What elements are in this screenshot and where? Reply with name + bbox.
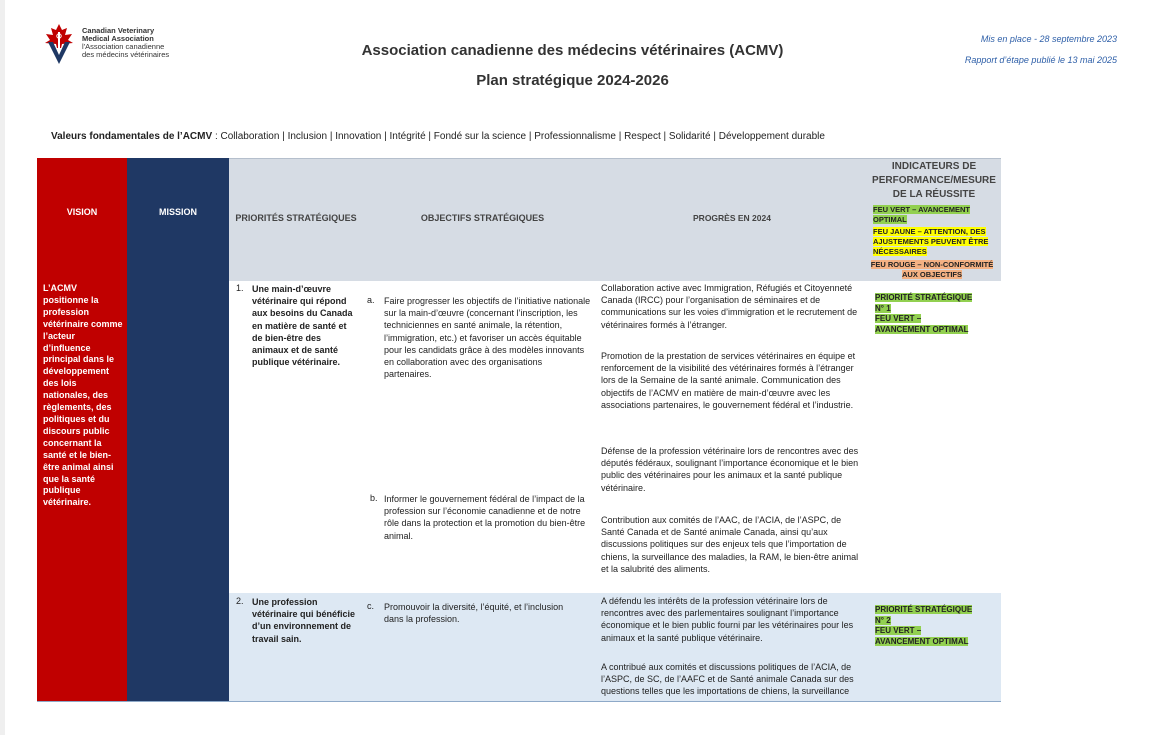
legend-green: [873, 205, 973, 225]
objective-letter: b.: [370, 493, 378, 503]
indicator-title: PRIORITÉ STRATÉGIQUE N° 2: [875, 605, 973, 625]
vision-text: L’ACMV positionne la profession vétérinaire comme l’acteur d’influence principal dans le développement des lois nationales, des règlements, des politiques et du discours public concernant la santé et le bien-être animal ainsi que la santé publique vétérinaire.: [43, 283, 123, 508]
objective-text: Informer le gouvernement fédéral de l’impact de la profession sur l’économie canadienne et de notre rôle dans la protection et la promotion du bien-être animal.: [384, 494, 586, 541]
objective-text: Promouvoir la diversité, l’équité, et l’inclusion dans la profession.: [384, 602, 564, 625]
core-values-label: Valeurs fondamentales de l’ACMV: [51, 131, 213, 142]
mission-header: MISSION: [158, 207, 197, 217]
page-title: Association canadienne des médecins vétérinaires (ACMV): [361, 42, 784, 59]
progress-header: PROGRÈS EN 2024: [693, 213, 771, 223]
date-report: Rapport d’étape publié le 13 mai 2025: [964, 55, 1117, 65]
progress-paragraph: Défense de la profession vétérinaire lors de rencontres avec des députés fédéraux, soulignant l’importance économique et le bien public des vétérinaires pour les animaux et la santé publique vétérinaire.: [601, 446, 859, 493]
legend-red: [868, 260, 996, 280]
legend-yellow-label: FEU JAUNE – ATTENTION, DES AJUSTEMENTS PEUVENT ÊTRE NÉCESSAIRES: [873, 227, 989, 256]
core-values-text: : Collaboration | Inclusion | Innovation | Intégrité | Fondé sur la science | Professionnalisme | Respect | Solidarité | Développement durable: [212, 131, 825, 142]
logo-line-3: l'Association canadienne: [82, 42, 165, 51]
indicator-cell: [875, 605, 975, 647]
progress-paragraph: A contribué aux comités et discussions politiques de l’ACIA, de l’ASPC, de SC, de l’AAFC et de Santé animale Canada sur des questions telles que les importations de chiens, la surveillance: [601, 662, 854, 697]
left-margin-strip: [0, 0, 5, 735]
date-established: Mis en place - 28 septembre 2023: [980, 34, 1117, 44]
table-bottom-border: [37, 701, 1001, 702]
priorities-header: PRIORITÉS STRATÉGIQUES: [235, 213, 357, 223]
logo-line-2: Medical Association: [82, 34, 154, 43]
page-subtitle: Plan stratégique 2024-2026: [476, 72, 669, 89]
indicator-status: FEU VERT – AVANCEMENT OPTIMAL: [875, 626, 969, 646]
indicator-cell: [875, 293, 975, 335]
indicators-header: INDICATEURS DE PERFORMANCE/MESURE DE LA RÉUSSITE: [872, 161, 996, 200]
progress-paragraph: Promotion de la prestation de services vétérinaires en équipe et renforcement de la visibilité des vétérinaires formés à l’étranger lors de la Semaine de la santé animale. Communication des objectifs de l’ACMV en matière de main-d’œuvre avec les associations partenaires, le gouvernement fédéral et l’industrie.: [601, 351, 856, 410]
objective-text: Faire progresser les objectifs de l’initiative nationale sur la main-d’œuvre (concernant l’inscription, les techniciennes en santé animale, la rétention, l’immigration, etc.) et favoriser un accès équitable pour les candidats grâce à des modèles innovants en collaboration avec des organisations partenaires.: [384, 296, 591, 380]
priority-text: Une main-d’œuvre vétérinaire qui répond aux besoins du Canada en matière de santé et de bien-être des animaux et de santé publique vétérinaire.: [252, 284, 353, 368]
cvma-logo: [42, 22, 182, 68]
progress-paragraph: A défendu les intérêts de la profession vétérinaire lors de rencontres avec des parlementaires soulignant l’importance économique et le bien public fourni par les vétérinaires pour les animaux et la santé publique vétérinaire.: [601, 596, 854, 643]
logo-text: [82, 27, 169, 59]
logo-line-4: des médecins vétérinaires: [82, 50, 170, 59]
maple-leaf-logo-icon: [42, 22, 76, 66]
priority-text: Une profession vétérinaire qui bénéficie d’un environnement de travail sain.: [252, 597, 356, 644]
priority-number: 1.: [236, 283, 244, 293]
progress-paragraph: Contribution aux comités de l’AAC, de l’ACIA, de l’ASPC, de Santé Canada et de Santé animale Canada, ainsi qu’aux discussions politiques sur des enjeux tels que l’importation de chiens, la surveillance des maladies, la RAM, le bien-être animal et la salubrité des aliments.: [601, 515, 859, 574]
core-values-line: [51, 131, 825, 142]
progress-paragraph: Collaboration active avec Immigration, Réfugiés et Citoyenneté Canada (IRCC) pour l’organisation de séminaires et de communications sur les voies d’immigration et le recrutement de vétérinaires formés à l’étranger.: [601, 283, 858, 330]
legend-red-label: FEU ROUGE – NON-CONFORMITÉ AUX OBJECTIFS: [870, 260, 994, 279]
indicator-status: FEU VERT – AVANCEMENT OPTIMAL: [875, 314, 969, 334]
vision-header: VISION: [66, 207, 98, 217]
objective-letter: c.: [367, 601, 375, 611]
indicator-title: PRIORITÉ STRATÉGIQUE N° 1: [875, 293, 973, 313]
legend-yellow: [873, 227, 991, 257]
mission-column: [127, 158, 229, 702]
objectives-header: OBJECTIFS STRATÉGIQUES: [420, 213, 545, 223]
priority-number: 2.: [236, 596, 244, 606]
legend-green-label: FEU VERT – AVANCEMENT OPTIMAL: [873, 205, 970, 224]
logo-line-1: Canadian Veterinary: [82, 26, 155, 35]
objective-letter: a.: [367, 295, 375, 305]
table-top-border: [229, 158, 1001, 159]
